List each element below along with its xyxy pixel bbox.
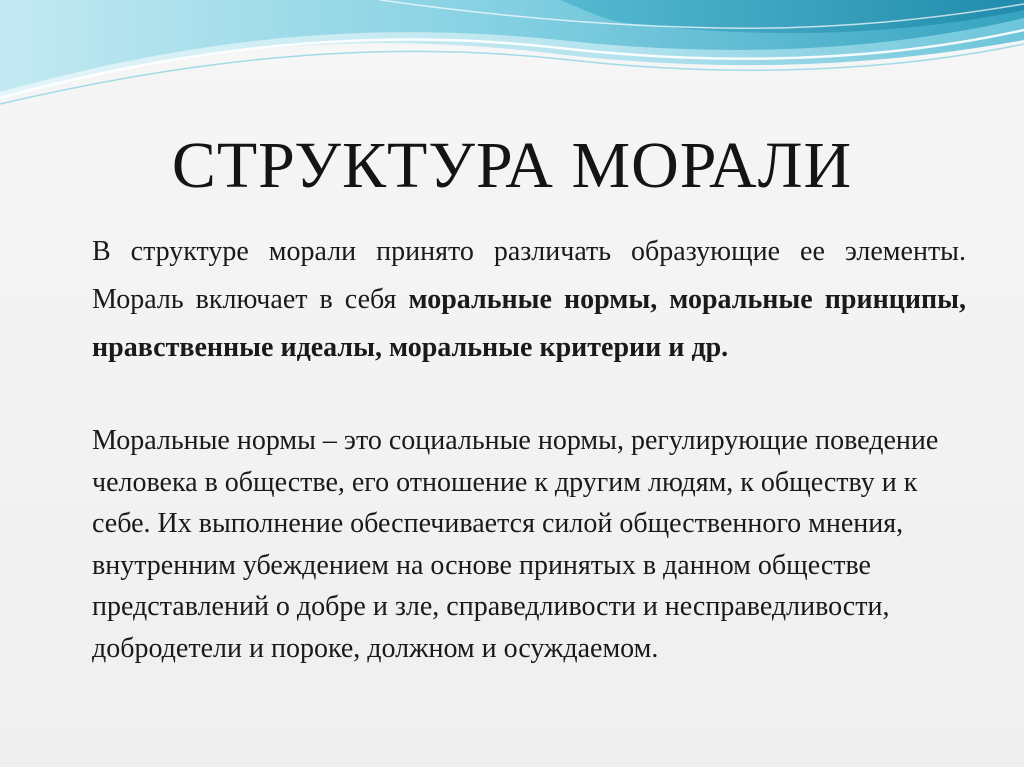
moral-norms-paragraph: Моральные нормы – это социальные нормы, регулирующие поведение человека в обществе, его отношение к другим людям, к обществу и к себе. Их выполнение обеспечивается силой общественного мнения, внутренним убеждением на основе принятых в данном обществе представлений о добре и зле, справедливости и несправедливости, добродетели и пороке, должном и осуждаемом. (92, 425, 939, 664)
slide-title: СТРУКТУРА МОРАЛИ (171, 129, 853, 202)
moral-elements-bold: моральные нормы, моральные принципы, нравственные идеалы, моральные критерии и др. (92, 284, 966, 363)
intro-paragraph (92, 228, 966, 372)
wave-decoration (0, 0, 1024, 120)
intro-text: В структуре морали принято различать образующие ее элементы. Мораль включает в себя (92, 236, 966, 315)
